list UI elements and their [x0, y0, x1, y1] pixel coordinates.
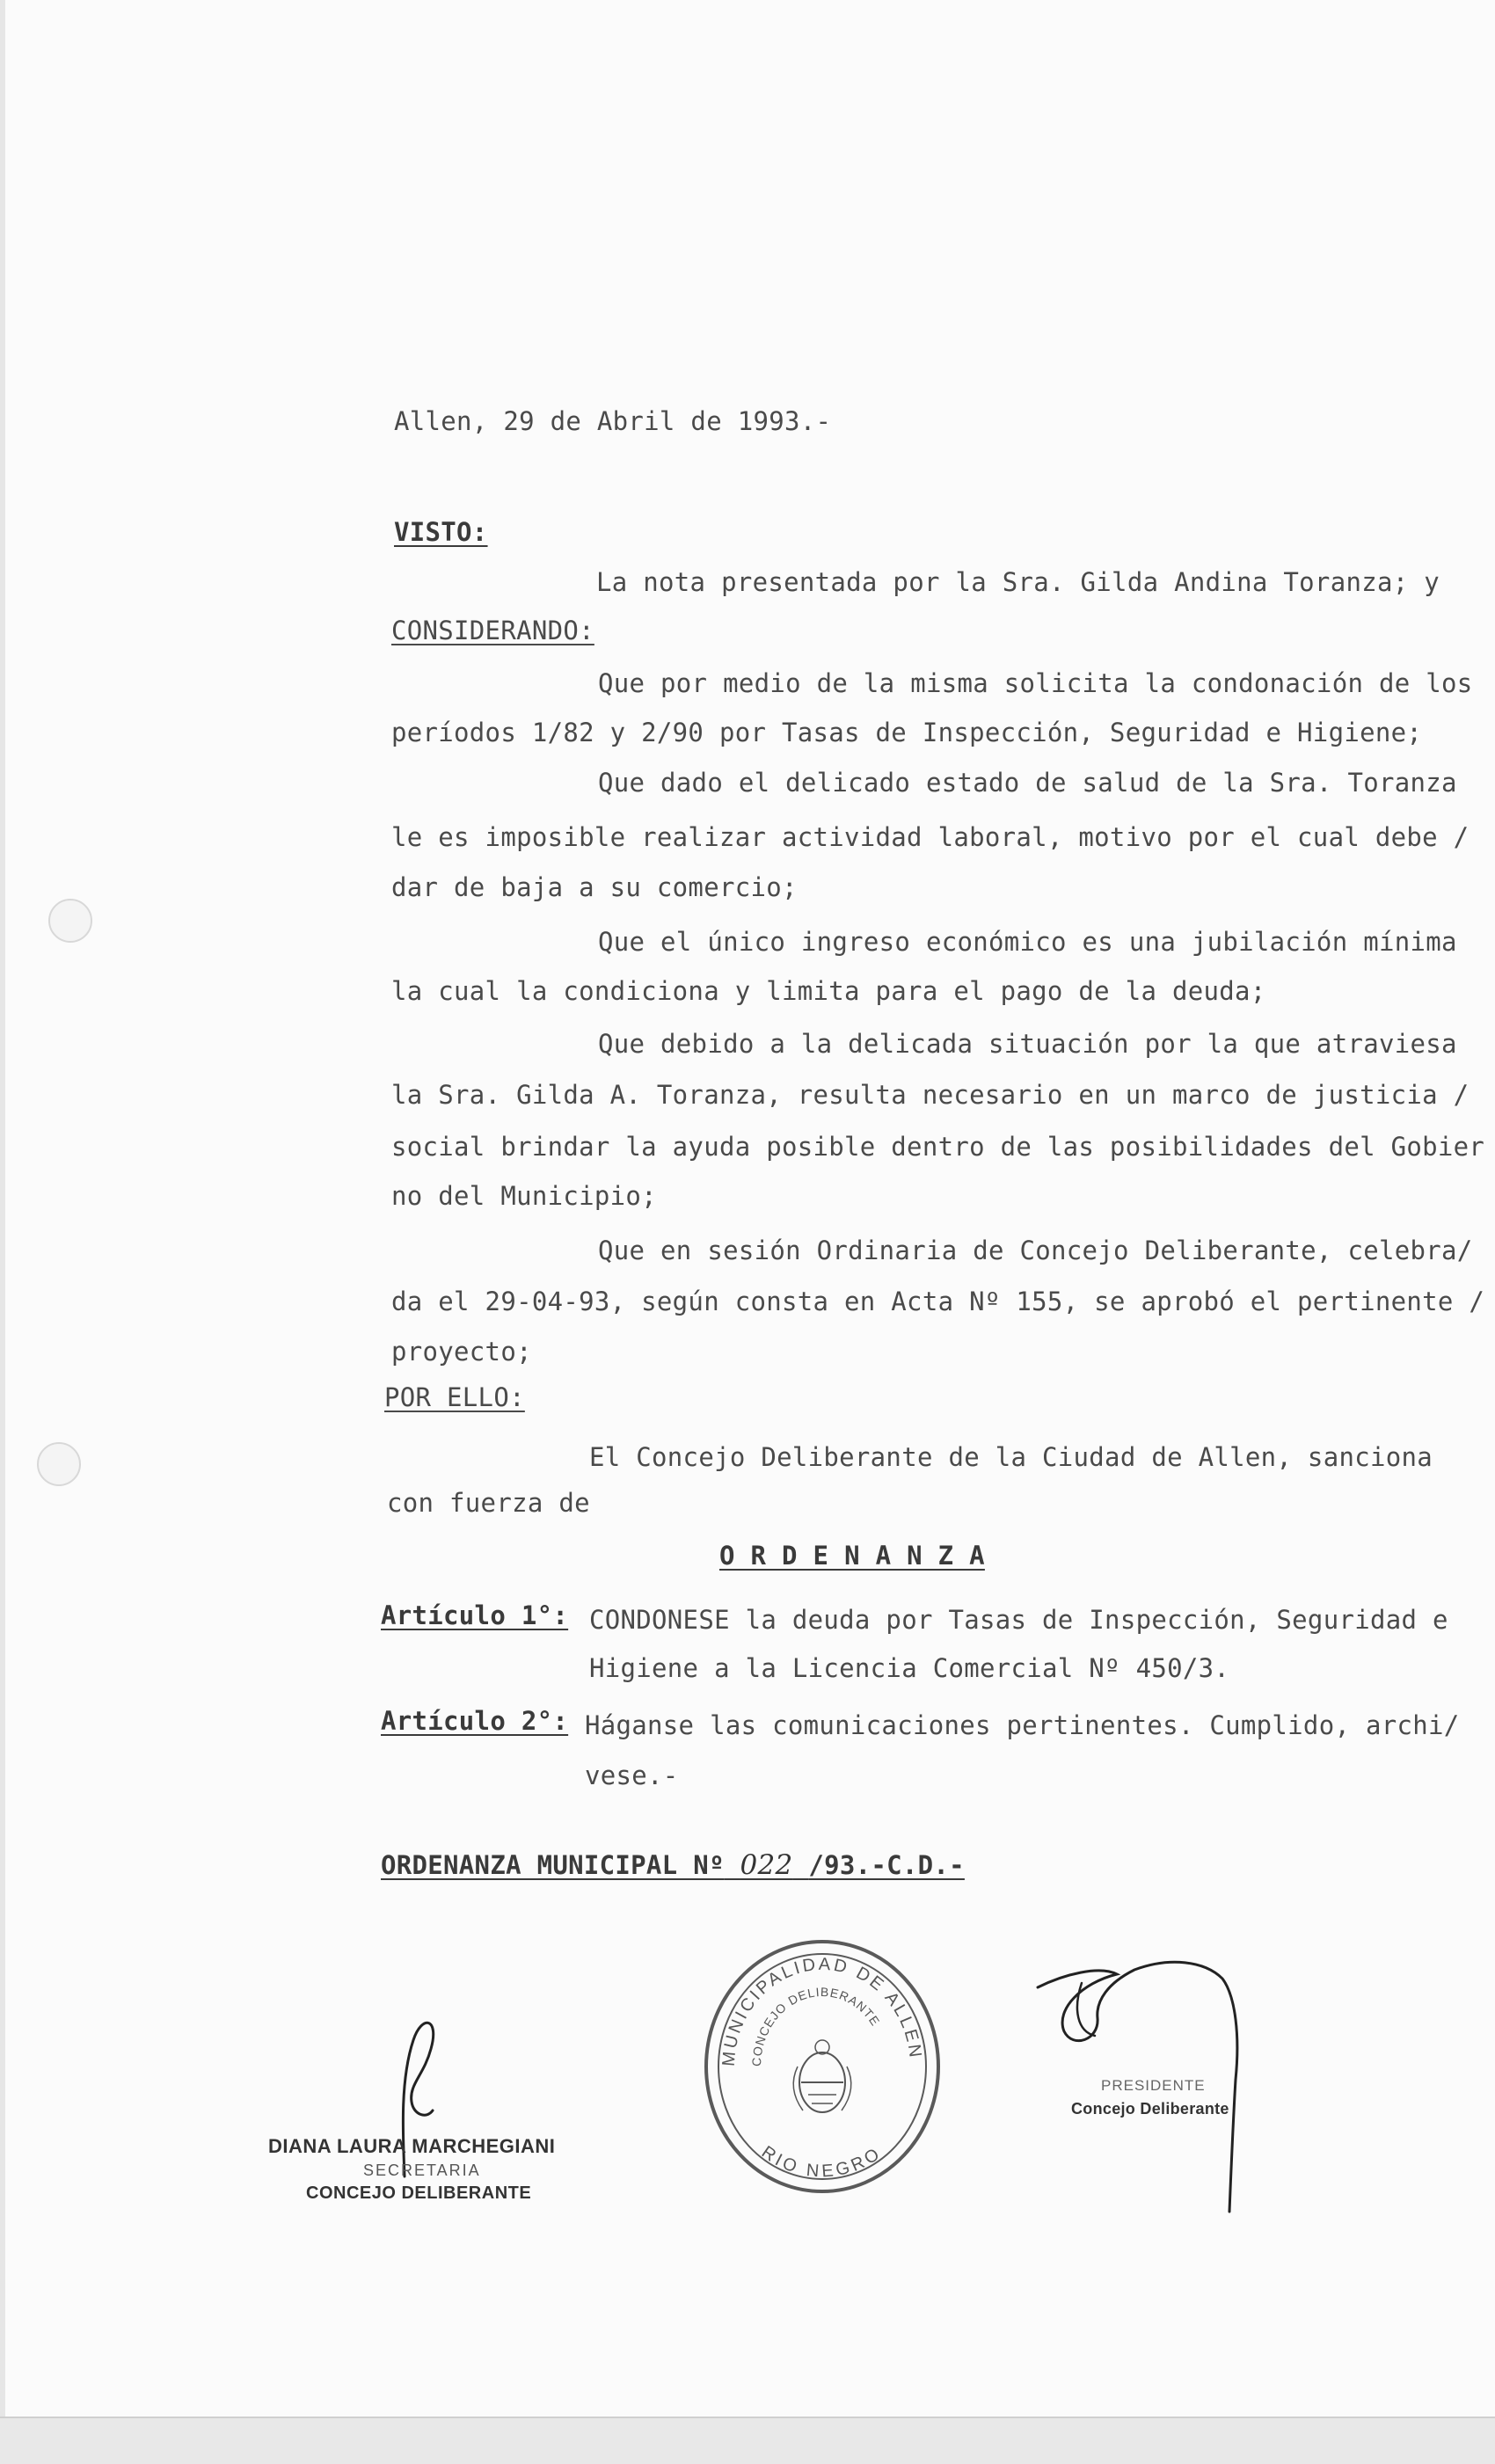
svg-text:RIO NEGRO	[758, 2142, 886, 2181]
secretary-body: CONCEJO DELIBERANTE	[306, 2183, 532, 2203]
punch-hole	[48, 899, 92, 943]
seal-bottom-text: RIO NEGRO	[757, 2142, 886, 2182]
considerando-line: la Sra. Gilda A. Toranza, resulta necesario en un marco de justicia /	[391, 1080, 1469, 1110]
considerando-line: no del Municipio;	[391, 1181, 657, 1211]
municipal-seal	[699, 1935, 945, 2198]
considerando-line: Que dado el delicado estado de salud de la Sra. Toranza	[598, 768, 1457, 798]
article-text: vese.-	[585, 1761, 679, 1790]
seal-top-text: MUNICIPALIDAD DE ALLEN	[718, 1954, 925, 2067]
secretary-role: SECRETARIA	[363, 2161, 481, 2179]
ordinance-number-handwritten: 022	[740, 1849, 793, 1881]
page-bottom-edge	[0, 2417, 1495, 2464]
coat-of-arms-icon	[793, 2040, 851, 2112]
considerando-line: la cual la condiciona y limita para el pago de la deuda;	[391, 976, 1266, 1006]
ordenanza-title: O R D E N A N Z A	[719, 1541, 985, 1571]
considerando-line: Que en sesión Ordinaria de Concejo Deliberante, celebra/	[598, 1236, 1473, 1265]
considerando-line: Que por medio de la misma solicita la condonación de los	[598, 668, 1473, 698]
date-line: Allen, 29 de Abril de 1993.-	[394, 406, 832, 436]
page-edge	[0, 0, 5, 2462]
article-text: CONDONESE la deuda por Tasas de Inspección, Seguridad e	[589, 1605, 1448, 1635]
article-label: Artículo 2°:	[381, 1706, 569, 1736]
president-body: Concejo Deliberante	[1071, 2100, 1229, 2118]
considerando-line: proyecto;	[391, 1337, 532, 1367]
visto-heading: VISTO:	[394, 517, 488, 547]
ordinance-number	[381, 1849, 965, 1881]
considerando-line: le es imposible realizar actividad laboral, motivo por el cual debe /	[391, 822, 1469, 852]
ordinance-number-prefix: ORDENANZA MUNICIPAL Nº	[381, 1850, 725, 1880]
considerando-heading: CONSIDERANDO:	[391, 616, 594, 645]
article-label: Artículo 1°:	[381, 1600, 569, 1630]
svg-text:MUNICIPALIDAD DE ALLEN	[719, 1955, 925, 2067]
sanciona-line: El Concejo Deliberante de la Ciudad de Allen, sanciona	[589, 1442, 1433, 1472]
ordinance-number-suffix: /93.-C.D.-	[808, 1850, 965, 1880]
punch-hole	[37, 1442, 81, 1486]
seal-inner-text: CONCEJO DELIBERANTE	[748, 1984, 883, 2067]
visto-text: La nota presentada por la Sra. Gilda Andina Toranza; y	[596, 567, 1440, 597]
article-text: Háganse las comunicaciones pertinentes. Cumplido, archi/	[585, 1710, 1460, 1740]
considerando-line: dar de baja a su comercio;	[391, 872, 798, 902]
considerando-line: Que el único ingreso económico es una jubilación mínima	[598, 927, 1457, 957]
considerando-line: social brindar la ayuda posible dentro de las posibilidades del Gobier	[391, 1132, 1485, 1162]
por-ello-heading: POR ELLO:	[384, 1382, 525, 1412]
sanciona-line: con fuerza de	[387, 1488, 590, 1518]
considerando-line: períodos 1/82 y 2/90 por Tasas de Inspección, Seguridad e Higiene;	[391, 718, 1423, 747]
secretary-name: DIANA LAURA MARCHEGIANI	[268, 2135, 556, 2157]
considerando-line: da el 29-04-93, según consta en Acta Nº 155, se aprobó el pertinente /	[391, 1287, 1485, 1316]
article-text: Higiene a la Licencia Comercial Nº 450/3.	[589, 1653, 1230, 1683]
considerando-line: Que debido a la delicada situación por la que atraviesa	[598, 1029, 1457, 1059]
president-role: PRESIDENTE	[1101, 2077, 1206, 2094]
